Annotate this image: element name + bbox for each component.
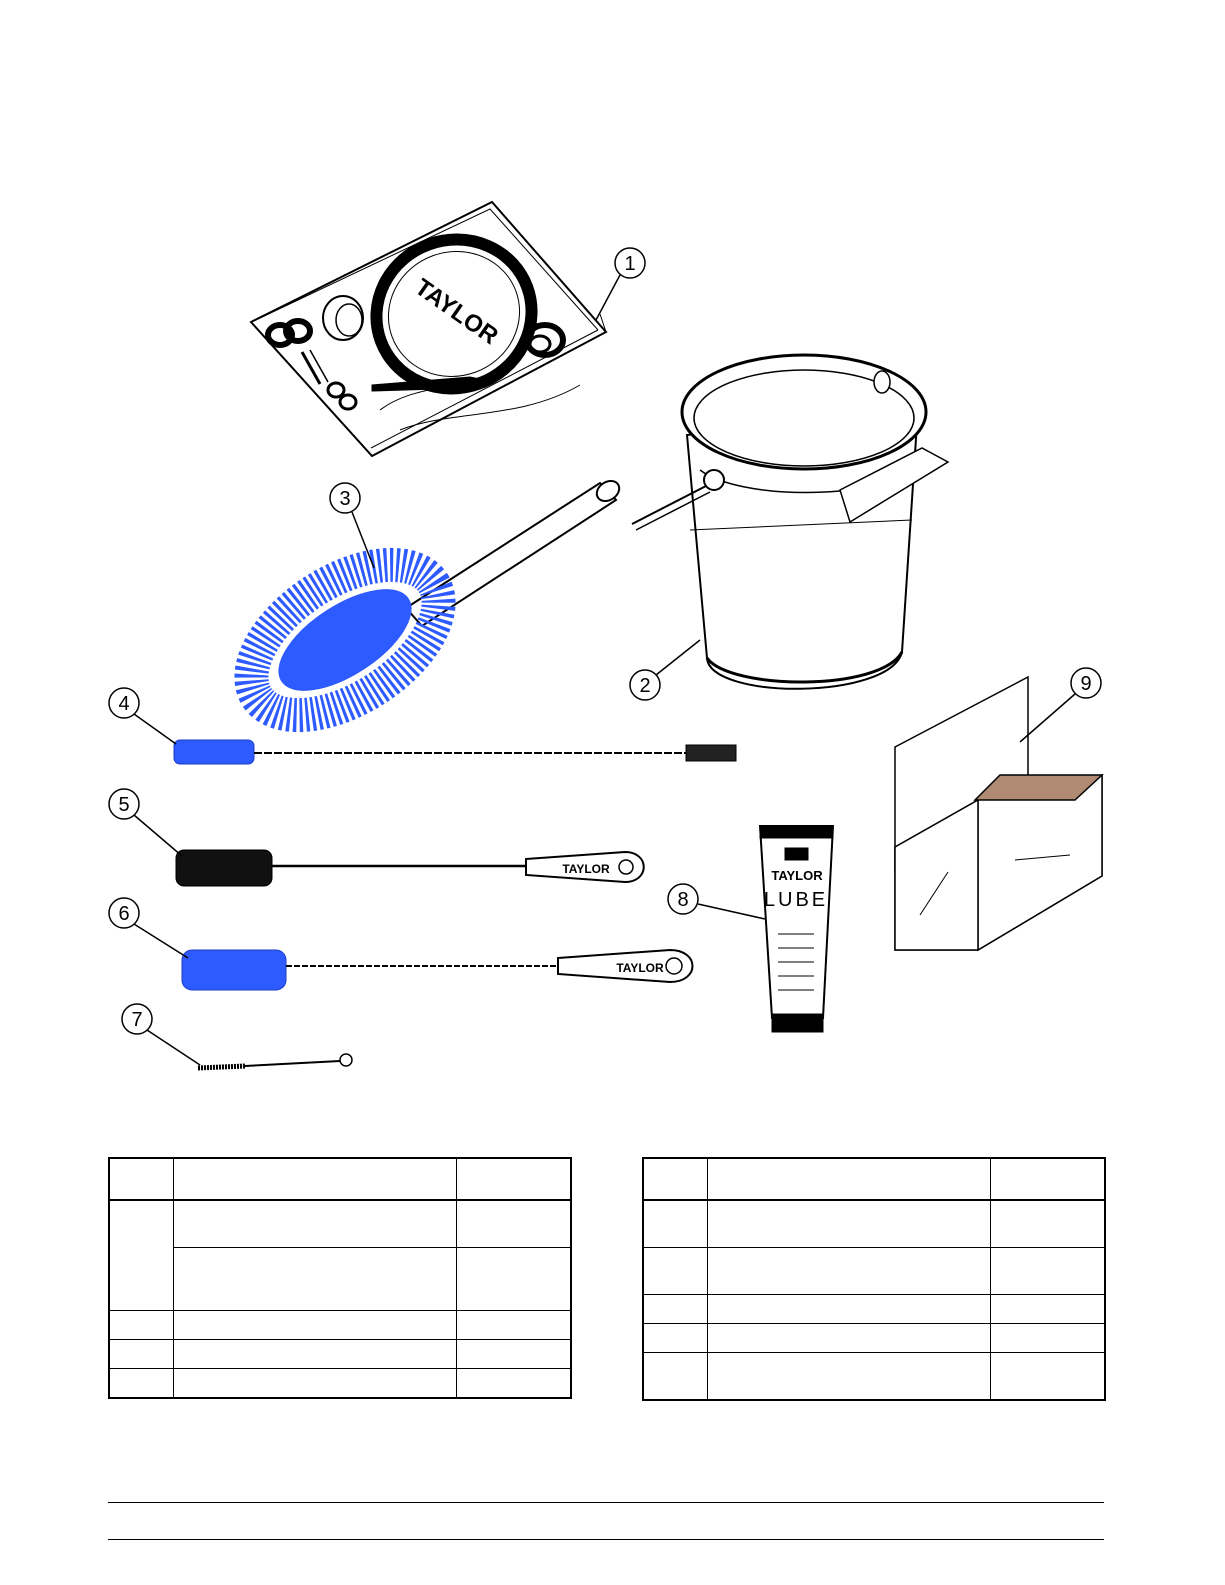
callout-6: 6 (118, 903, 130, 925)
callout-7: 7 (131, 1009, 143, 1031)
table-row (109, 1200, 571, 1248)
table-row (109, 1311, 571, 1340)
callout-4: 4 (118, 693, 130, 715)
double-ended-brush (174, 740, 736, 764)
callout-8: 8 (677, 889, 689, 911)
table-header-row (643, 1158, 1105, 1200)
callout-2: 2 (639, 675, 651, 697)
parts-table-left (108, 1157, 572, 1399)
table-row (109, 1340, 571, 1369)
parts-table-right (642, 1157, 1106, 1401)
callout-3: 3 (339, 488, 351, 510)
small-wire-brush (198, 1054, 352, 1068)
table-row (643, 1295, 1105, 1324)
lube-brand-logo: TAYLOR (771, 868, 823, 883)
brush-5-logo: TAYLOR (562, 862, 610, 876)
callout-5: 5 (118, 794, 130, 816)
open-box (895, 677, 1102, 950)
footer-rule-top (108, 1502, 1104, 1503)
table-row (109, 1369, 571, 1399)
lube-word: LUBE (763, 889, 829, 911)
table-row (643, 1200, 1105, 1248)
pail (632, 355, 948, 689)
kit-logo: TAYLOR (409, 273, 503, 351)
table-row (643, 1353, 1105, 1401)
table-row (643, 1324, 1105, 1353)
brush-6-logo: TAYLOR (616, 961, 664, 975)
table-header-row (109, 1158, 571, 1200)
callout-9: 9 (1080, 673, 1092, 695)
footer-rule-bottom (108, 1539, 1104, 1540)
large-blue-brush (225, 477, 623, 746)
table-row (643, 1248, 1105, 1295)
table-row (109, 1248, 571, 1311)
tune-up-kit-bag (251, 202, 606, 456)
callout-1: 1 (624, 253, 636, 275)
lube-tube (760, 826, 833, 1032)
